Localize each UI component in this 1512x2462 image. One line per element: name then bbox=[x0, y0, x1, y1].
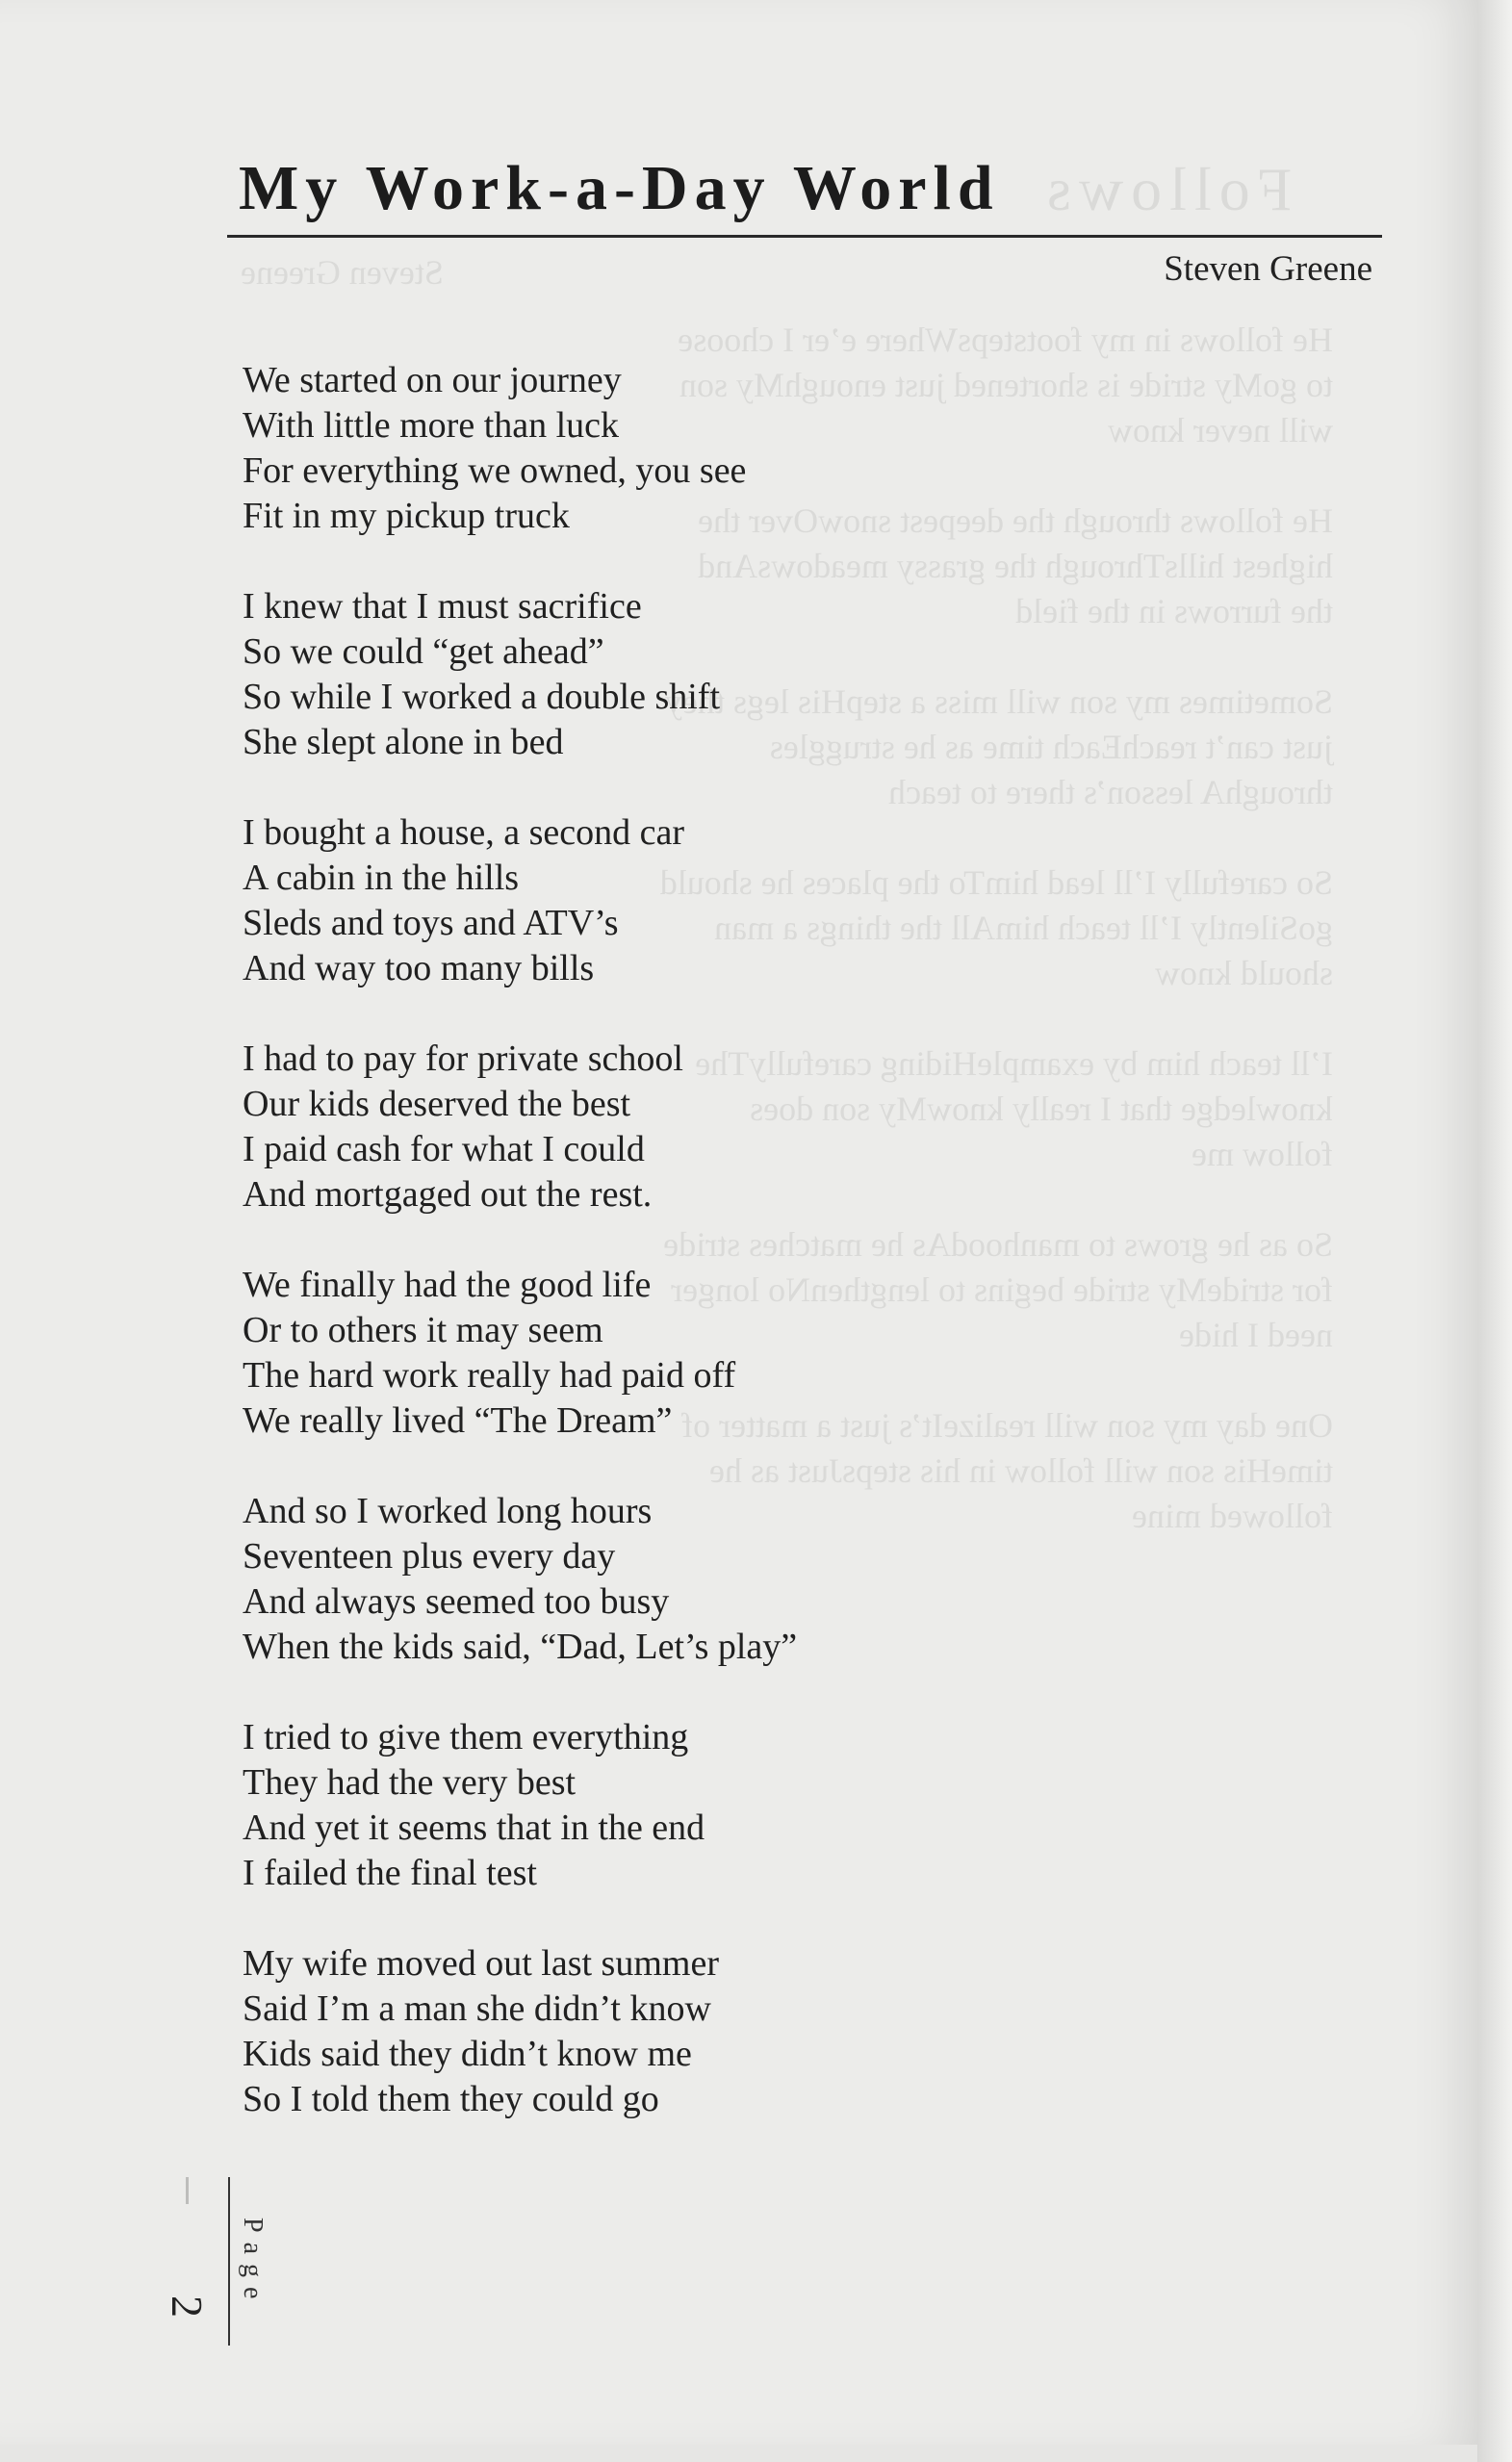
stanza bbox=[243, 1715, 1205, 1896]
poem-line: And yet it seems that in the end bbox=[243, 1808, 705, 1848]
poem-line: Seventeen plus every day bbox=[243, 1536, 616, 1577]
stanza bbox=[243, 1037, 1205, 1218]
stanza bbox=[243, 1941, 1205, 2122]
stanza bbox=[243, 358, 1205, 539]
poem-line: And so I worked long hours bbox=[243, 1491, 653, 1531]
poem-line: Sleds and toys and ATV’s bbox=[243, 903, 619, 943]
poem-line: My wife moved out last summer bbox=[243, 1943, 719, 1984]
poem-line: I had to pay for private school bbox=[243, 1039, 683, 1079]
poem-body bbox=[243, 358, 1205, 2167]
poem-line: I tried to give them everything bbox=[243, 1717, 689, 1757]
poem-line: When the kids said, “Dad, Let’s play” bbox=[243, 1627, 798, 1667]
poem-line: Said I’m a man she didn’t know bbox=[243, 1988, 711, 2029]
poem-line: And way too many bills bbox=[243, 948, 595, 988]
title-rule bbox=[227, 235, 1382, 238]
poem-line: I bought a house, a second car bbox=[243, 812, 685, 853]
poem-line: And mortgaged out the rest. bbox=[243, 1174, 653, 1215]
poem-line: And always seemed too busy bbox=[243, 1581, 670, 1622]
poem-line: The hard work really had paid off bbox=[243, 1355, 736, 1396]
poem-line: We started on our journey bbox=[243, 360, 622, 400]
poem-line: A cabin in the hills bbox=[243, 858, 520, 898]
poem-line: We finally had the good life bbox=[243, 1265, 652, 1305]
poem-line: She slept alone in bed bbox=[243, 722, 564, 762]
poem-line: They had the very best bbox=[243, 1762, 577, 1803]
poem-line: We really lived “The Dream” bbox=[243, 1400, 673, 1441]
poem-line: For everything we owned, you see bbox=[243, 450, 747, 491]
poem-line: I paid cash for what I could bbox=[243, 1129, 645, 1169]
page-number: 2 bbox=[163, 2295, 212, 2318]
footer-mark bbox=[186, 2177, 189, 2204]
poem-author: Steven Greene bbox=[1164, 249, 1372, 289]
stanza bbox=[243, 584, 1205, 765]
poem-line: With little more than luck bbox=[243, 405, 620, 446]
poem-line: Fit in my pickup truck bbox=[243, 496, 570, 536]
stanza bbox=[243, 1489, 1205, 1670]
poem-line: I failed the final test bbox=[243, 1853, 537, 1893]
stanza bbox=[243, 1263, 1205, 1444]
poem-line: So while I worked a double shift bbox=[243, 677, 721, 717]
poem-line: So I told them they could go bbox=[243, 2079, 659, 2119]
poem-title: My Work-a-Day World bbox=[239, 153, 1000, 223]
poem-line: Or to others it may seem bbox=[243, 1310, 603, 1350]
poem-line: Our kids deserved the best bbox=[243, 1084, 631, 1124]
page-footer bbox=[163, 2177, 268, 2350]
poem-line: Kids said they didn’t know me bbox=[243, 2034, 692, 2074]
page-edge bbox=[1477, 0, 1512, 2462]
poem-line: So we could “get ahead” bbox=[243, 631, 604, 672]
page-label: Page bbox=[238, 2218, 268, 2309]
stanza bbox=[243, 810, 1205, 991]
poem-line: I knew that I must sacrifice bbox=[243, 586, 642, 627]
